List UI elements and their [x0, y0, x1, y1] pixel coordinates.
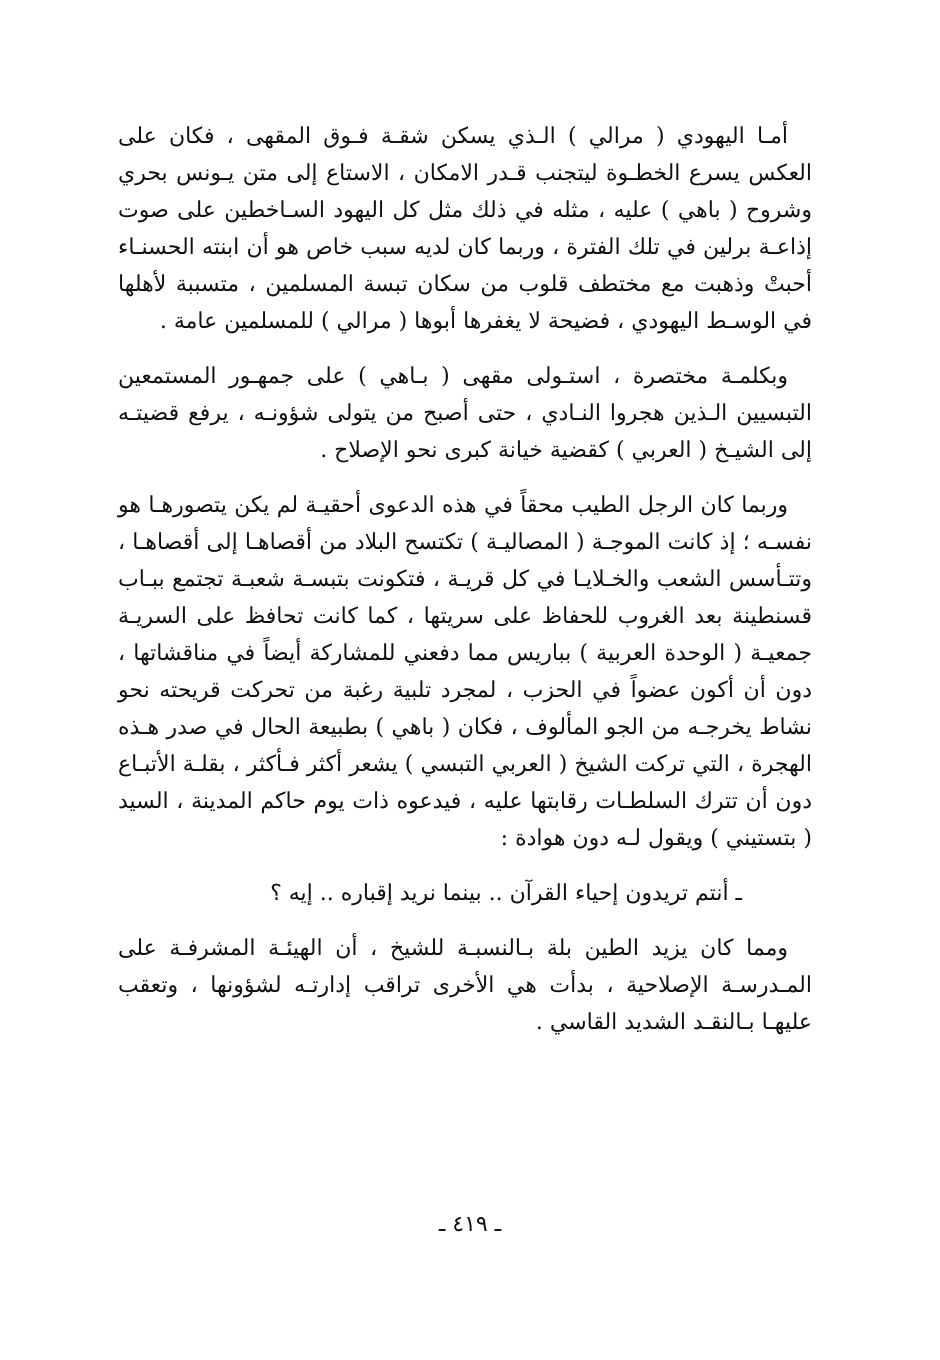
- paragraph-1: أمـا اليهودي ( مرالي ) الـذي يسكن شقـة فـوق المقهى ، فكان على العكس يسرع الخطـوة ليتجنب قـدر الامكان ، الاستاع إلى متن يـونس بحري وشروح ( باهي ) عليه ، مثله في ذلك مثل كل اليهود السـاخطين على صوت إذاعـة برلين في تلك الفترة ، وربما كان لديه سبب خاص هو أن ابنته الحسنـاء أحبتْ وذهبت مع مختطف قلوب من سكان تبسة المسلمين ، متسببة لأهلها في الوسـط اليهودي ، فضيحة لا يغفرها أبوها ( مرالي ) للمسلمين عامة .: [118, 124, 812, 334]
- dialogue-line: ـ أنتم تريدون إحياء القرآن .. بينما نريد إقباره .. إيه ؟: [270, 881, 742, 906]
- paragraph-4: ومما كان يزيد الطين بلة بـالنسبـة للشيخ ، أن الهيئـة المشرفـة على المـدرسـة الإصلاحية ، بدأت هي الأخرى تراقب إدارتـه لشؤونها ، وتعقب عليهـا بـالنقـد الشديد القاسي .: [118, 936, 812, 1035]
- paragraph-2: وبكلمـة مختصرة ، استـولى مقهى ( بـاهي ) على جمهـور المستمعين التبسيين الـذين هجروا النـادي ، حتى أصبح من يتولى شؤونـه ، يرفع قضيتـه إلى الشيـخ ( العربي ) كقضية خيانة كبرى نحو الإصلاح .: [118, 364, 812, 463]
- page-number: ـ ٤١٩ ـ: [438, 1212, 502, 1237]
- paragraph-3: وربما كان الرجل الطيب محقاً في هذه الدعوى أحقيـة لم يكن يتصورهـا هو نفسـه ؛ إذ كانت الموجـة ( المصاليـة ) تكتسح البلاد من أقصاهـا إلى أقصاهـا ، وتتـأسس الشعب والخـلايـا في كل قريـة ، فتكونت بتبسـة شعبـة تجتمع ببـاب قسنطينة بعد الغروب للحفاظ على سريتها ، كما كانت تحافظ على السريـة جمعيـة ( الوحدة العربية ) بباريس مما دفعني للمشاركة أيضاً في مناقشاتها ، دون أن أكون عضواً في الحزب ، لمجرد تلبية رغبة من تحركت قريحته نحو نشاط يخرجـه من الجو المألوف ، فكان ( باهي ) بطبيعة الحال في صدر هـذه الهجرة ، التي تركت الشيخ ( العربي التبسي ) يشعر أكثر فـأكثر ، بقلـة الأتبـاع دون أن تترك السلطـات رقابتها عليه ، فيدعوه ذات يوم حاكم المدينة ، السيد ( بتستيني ) ويقول لـه دون هوادة :: [118, 493, 812, 851]
- page-body: [118, 118, 812, 1059]
